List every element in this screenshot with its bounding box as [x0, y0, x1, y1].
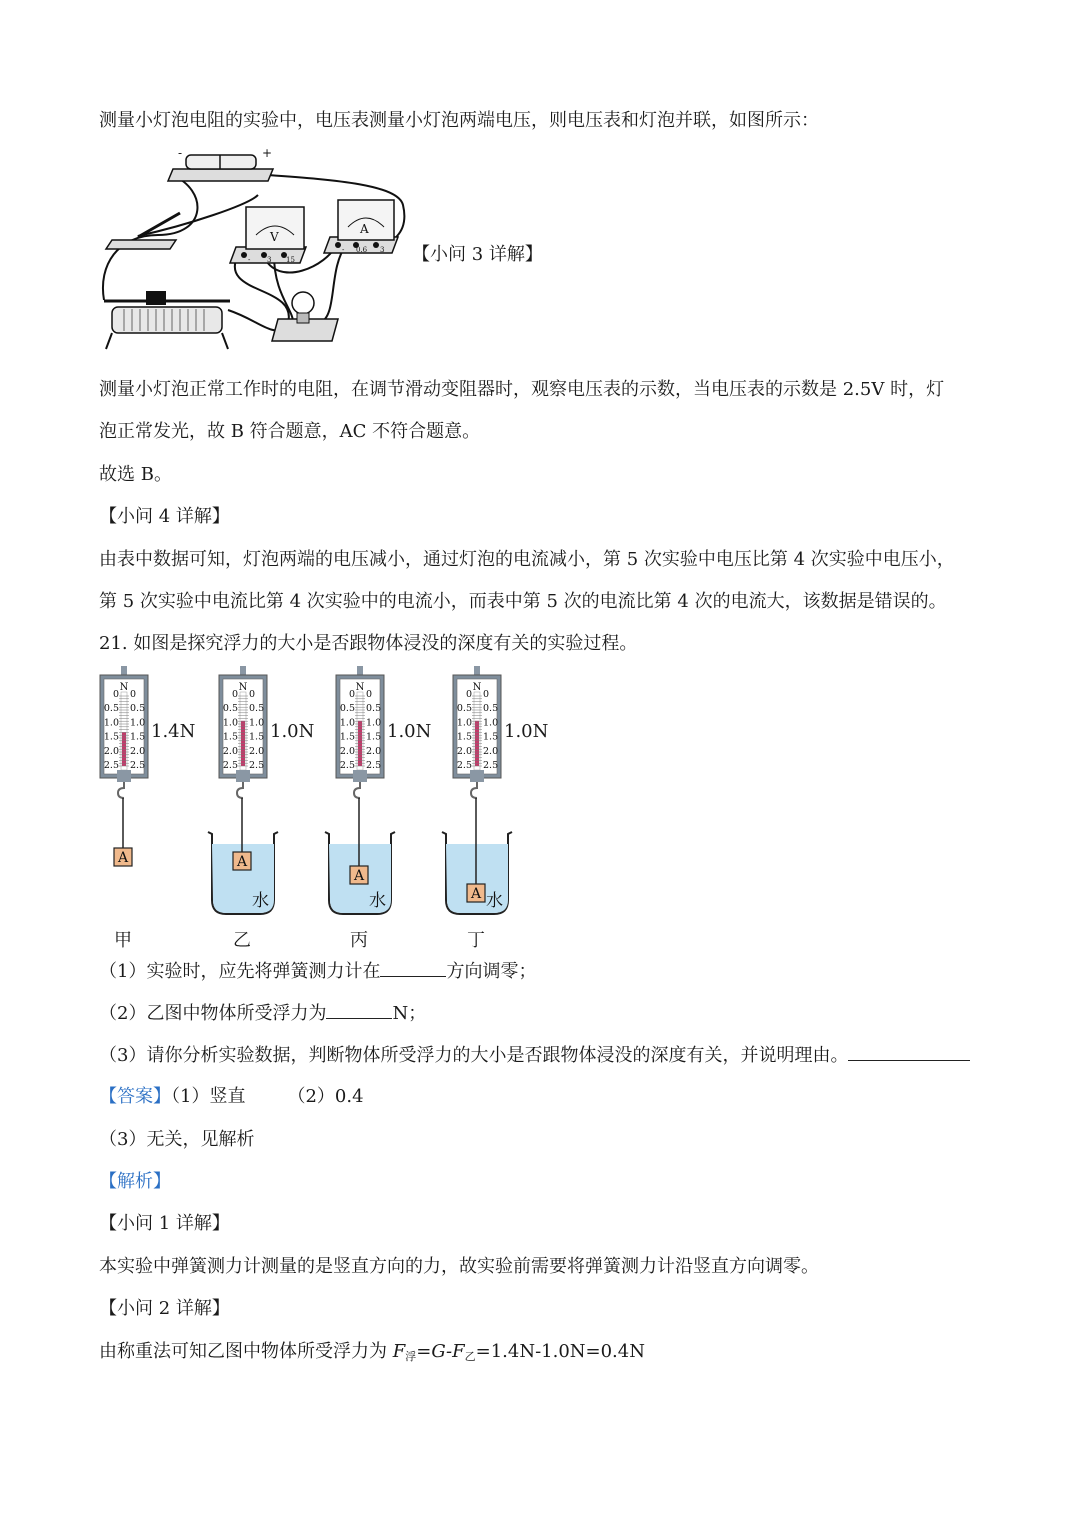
- scale-unit-label: N: [119, 682, 129, 693]
- answer-line: [99, 1085, 364, 1109]
- beaker-with-block: [432, 798, 522, 938]
- beaker-with-block: [315, 798, 405, 938]
- scale-tick-left: 2.0: [339, 745, 355, 757]
- q3-answer-blank: [848, 1042, 970, 1061]
- scale-tick-right: 2.0: [366, 745, 382, 757]
- scale-tick-left: 2.0: [456, 745, 472, 757]
- scale-tick-right: 1.0: [366, 717, 382, 729]
- hanging-block: [79, 798, 169, 938]
- scale-tick-right: 0: [249, 689, 256, 700]
- sub-question-3-title: 【小问 3 详解】: [412, 244, 543, 265]
- paragraph-normal-operation-cont: 泡正常发光，故 B 符合题意，AC 不符合题意。: [99, 421, 481, 442]
- scale-tick-right: 2.5: [366, 760, 382, 771]
- scale-tick-left: 2.5: [339, 760, 355, 771]
- water-label: 水: [252, 891, 269, 911]
- paragraph-choose-b: 故选 B。: [99, 464, 172, 485]
- scale-tick-left: 0.5: [456, 703, 472, 715]
- circuit-diagram: [98, 145, 413, 355]
- scale-tick-right: 2.0: [130, 745, 146, 757]
- spring-scale: [99, 666, 149, 806]
- q1-suffix: 方向调零；: [446, 961, 537, 982]
- paragraph-circuit-intro: 测量小灯泡电阻的实验中，电压表测量小灯泡两端电压，则电压表和灯泡并联，如图所示：: [99, 110, 819, 131]
- scale-reading: 1.0N: [270, 721, 315, 742]
- question-21-part-2: [99, 1000, 426, 1026]
- answer-1: （1）竖直: [171, 1086, 246, 1107]
- sub-question-4-title: 【小问 4 详解】: [99, 506, 230, 527]
- scale-tick-right: 1.0: [483, 717, 499, 729]
- voltmeter: [230, 207, 306, 264]
- block-label: A: [236, 854, 248, 870]
- voltmeter-letter: V: [270, 230, 279, 244]
- scale-tick-left: 0.5: [339, 703, 355, 715]
- scale-unit-label: N: [355, 682, 365, 693]
- paragraph-normal-operation: 测量小灯泡正常工作时的电阻，在调节滑动变阻器时，观察电压表的示数，当电压表的示数是 2.5V 时，灯: [99, 379, 945, 400]
- scale-tick-right: 2.0: [483, 745, 499, 757]
- scale-tick-left: 1.5: [103, 731, 119, 743]
- q1-prefix: （1）实验时，应先将弹簧测力计在: [99, 961, 381, 982]
- solution-2-prefix: 由称重法可知乙图中物体所受浮力为: [99, 1341, 393, 1362]
- scale-tick-right: 2.5: [483, 760, 499, 771]
- q1-answer-blank: [380, 958, 446, 977]
- answer-label: 【答案】: [99, 1086, 171, 1107]
- question-21: 21. 如图是探究浮力的大小是否跟物体浸没的深度有关的实验过程。: [99, 633, 638, 654]
- block-label: A: [117, 850, 129, 866]
- scale-tick-right: 1.0: [249, 717, 265, 729]
- scale-reading: 1.4N: [151, 721, 196, 742]
- q3-text: （3）请你分析实验数据，判断物体所受浮力的大小是否跟物体浸没的深度有关，并说明理由。: [99, 1045, 849, 1066]
- question-21-part-1: [99, 958, 536, 984]
- paragraph-table-analysis-cont: 第 5 次实验中电流比第 4 次实验中的电流小，而表中第 5 次的电流比第 4 次的电流大，该数据是错误的。: [99, 591, 947, 612]
- water-label: 水: [486, 891, 503, 911]
- scale-tick-right: 1.5: [483, 731, 499, 743]
- scale-tick-right: 2.5: [130, 760, 146, 771]
- battery-minus-label: -: [178, 146, 183, 160]
- scale-tick-right: 0: [130, 689, 137, 700]
- setup-caption: 乙: [233, 930, 251, 951]
- scale-tick-right: 1.5: [366, 731, 382, 743]
- scale-reading: 1.0N: [387, 721, 432, 742]
- scale-tick-left: 1.0: [222, 717, 238, 729]
- scale-tick-right: 1.5: [249, 731, 265, 743]
- analysis-label: 【解析】: [99, 1171, 171, 1192]
- question-21-part-3: [99, 1042, 970, 1068]
- scale-tick-right: 1.5: [130, 731, 146, 743]
- spring-scale: [452, 666, 502, 806]
- formula-result: =1.4N-1.0N=0.4N: [475, 1341, 645, 1362]
- scale-tick-left: 0.5: [222, 703, 238, 715]
- block-label: A: [353, 868, 365, 884]
- force-symbol: F: [392, 1341, 406, 1362]
- scale-tick-right: 0: [483, 689, 490, 700]
- voltmeter-terminal-1: -: [248, 256, 251, 264]
- solution-1: 本实验中弹簧测力计测量的是竖直方向的力，故实验前需要将弹簧测力计沿竖直方向调零。: [99, 1256, 819, 1277]
- scale-tick-left: 2.5: [222, 760, 238, 771]
- scale-tick-left: 2.0: [222, 745, 238, 757]
- ammeter: [324, 200, 398, 254]
- q2-prefix: （2）乙图中物体所受浮力为: [99, 1003, 327, 1024]
- answer-3: （3）无关，见解析: [99, 1129, 255, 1150]
- formula-middle: =G-F: [416, 1341, 465, 1362]
- battery-plus-label: +: [262, 146, 273, 160]
- scale-tick-left: 1.0: [339, 717, 355, 729]
- scale-tick-right: 0.5: [366, 703, 382, 715]
- scale-tick-left: 2.0: [103, 745, 119, 757]
- scale-tick-left: 1.5: [222, 731, 238, 743]
- spring-scale: [335, 666, 385, 806]
- ammeter-terminal-3: 3: [380, 246, 385, 254]
- scale-unit-label: N: [238, 682, 248, 693]
- ammeter-terminal-1: -: [342, 246, 345, 254]
- ammeter-letter: A: [360, 222, 369, 236]
- solution-2: [99, 1340, 645, 1369]
- sub-question-2-title: 【小问 2 详解】: [99, 1298, 230, 1319]
- sub-question-1-title: 【小问 1 详解】: [99, 1213, 230, 1234]
- scale-tick-right: 2.5: [249, 760, 265, 771]
- scale-tick-left: 1.0: [103, 717, 119, 729]
- scale-tick-right: 1.0: [130, 717, 146, 729]
- scale-tick-left: 1.5: [456, 731, 472, 743]
- ammeter-terminal-2: 0.6: [356, 246, 368, 254]
- scale-tick-right: 2.0: [249, 745, 265, 757]
- scale-tick-left: 0: [465, 689, 472, 700]
- scale-tick-right: 0.5: [130, 703, 146, 715]
- scale-tick-left: 0: [112, 689, 119, 700]
- lamp: [272, 292, 338, 341]
- rheostat: [104, 291, 230, 349]
- scale-tick-left: 2.5: [103, 760, 119, 771]
- setup-caption: 甲: [114, 930, 132, 951]
- beaker-with-block: [198, 798, 288, 938]
- scale-tick-left: 0.5: [103, 703, 119, 715]
- block-label: A: [470, 886, 482, 902]
- q2-suffix: N；: [392, 1003, 427, 1024]
- voltmeter-terminal-2: 3: [267, 256, 272, 264]
- switch: [106, 213, 180, 249]
- scale-tick-left: 1.0: [456, 717, 472, 729]
- paragraph-table-analysis: 由表中数据可知，灯泡两端的电压减小，通过灯泡的电流减小，第 5 次实验中电压比第 4 次实验中电压小，: [99, 549, 955, 570]
- answer-2: （2）0.4: [287, 1086, 364, 1107]
- setup-caption: 丁: [467, 930, 485, 951]
- yi-subscript: 乙: [464, 1350, 476, 1363]
- spring-scale: [218, 666, 268, 806]
- scale-tick-left: 0: [348, 689, 355, 700]
- buoyancy-subscript: 浮: [405, 1350, 417, 1363]
- q2-answer-blank: [326, 1000, 392, 1019]
- scale-reading: 1.0N: [504, 721, 549, 742]
- scale-tick-left: 0: [231, 689, 238, 700]
- water-label: 水: [369, 891, 386, 911]
- setup-caption: 丙: [350, 930, 368, 951]
- battery-holder: [168, 146, 273, 181]
- scale-tick-right: 0.5: [483, 703, 499, 715]
- scale-tick-right: 0: [366, 689, 373, 700]
- scale-tick-left: 1.5: [339, 731, 355, 743]
- voltmeter-terminal-3: 15: [286, 256, 295, 264]
- scale-tick-right: 0.5: [249, 703, 265, 715]
- scale-tick-left: 2.5: [456, 760, 472, 771]
- scale-unit-label: N: [472, 682, 482, 693]
